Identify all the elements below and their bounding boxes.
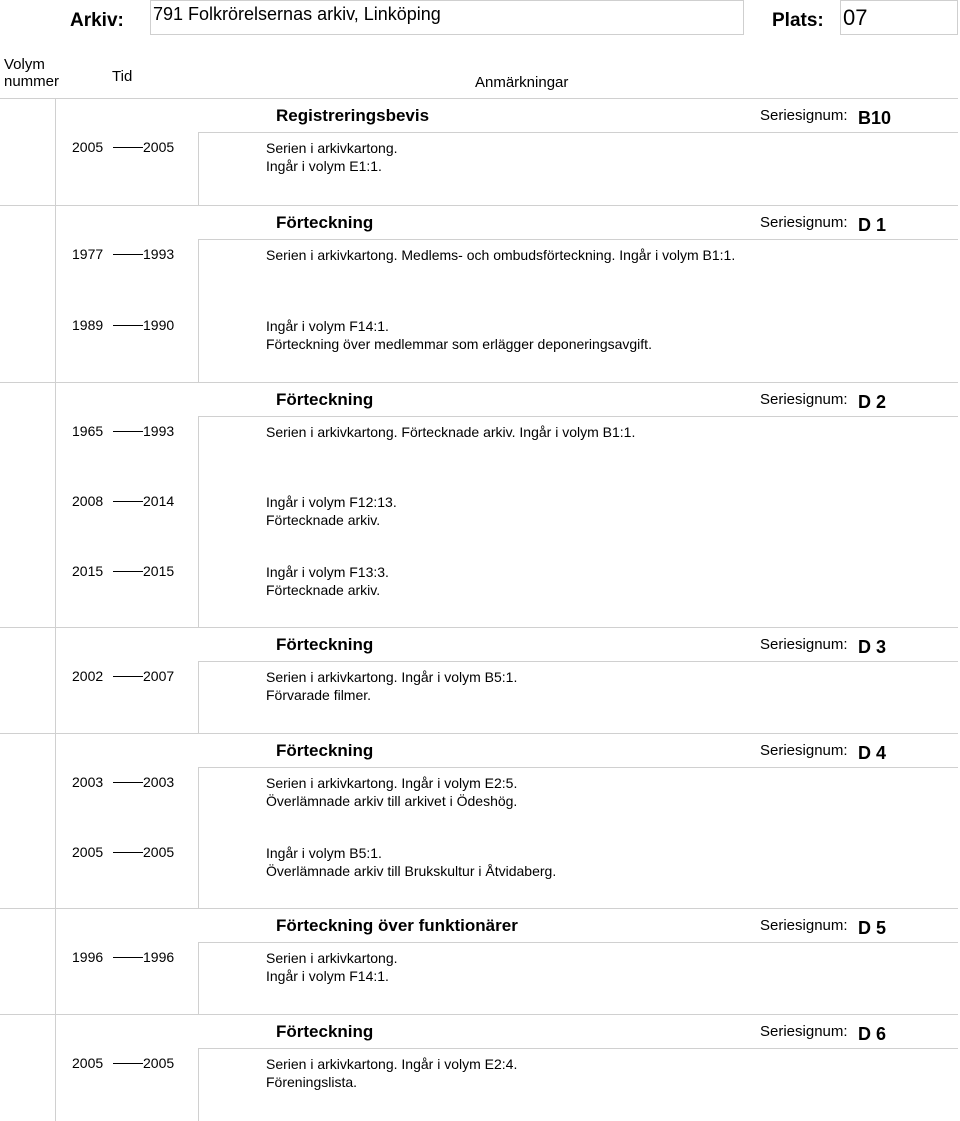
section-subdivider [198, 416, 958, 417]
entry-year-to: 2015 [143, 563, 175, 579]
seriesignum-label: Seriesignum: [760, 214, 848, 231]
volume-column-divider [55, 627, 56, 733]
entry-year-to: 1993 [143, 423, 175, 439]
section-subdivider [198, 239, 958, 240]
seriesignum-value: D 2 [858, 392, 887, 412]
volume-column-divider [55, 733, 56, 908]
section-title: Registreringsbevis [276, 106, 430, 125]
seriesignum-value: D 1 [858, 215, 887, 235]
arkiv-value: 791 Folkrörelsernas arkiv, Linköping [150, 0, 744, 35]
volume-column-divider [55, 98, 56, 205]
arkiv-label: Arkiv: [70, 10, 124, 31]
year-range-dash [113, 571, 143, 572]
time-column-divider [198, 417, 199, 627]
year-range-dash [113, 782, 143, 783]
column-header-anm: Anmärkningar [475, 74, 569, 91]
section-subdivider [198, 767, 958, 768]
seriesignum-label: Seriesignum: [760, 1023, 848, 1040]
entry-year-from: 2005 [72, 1055, 104, 1071]
section-divider [0, 908, 958, 909]
seriesignum-value: B10 [858, 108, 892, 128]
plats-value: 07 [840, 0, 958, 35]
seriesignum-value: D 5 [858, 918, 887, 938]
column-header-tid: Tid [112, 68, 133, 85]
entry-year-from: 2015 [72, 563, 104, 579]
entry-year-from: 1977 [72, 246, 104, 262]
volume-column-divider [55, 205, 56, 382]
year-range-dash [113, 1063, 143, 1064]
seriesignum-label: Seriesignum: [760, 917, 848, 934]
year-range-dash [113, 852, 143, 853]
year-range-dash [113, 325, 143, 326]
section-title: Förteckning över funktionärer [276, 916, 518, 935]
year-range-dash [113, 501, 143, 502]
entry-description: Ingår i volym B5:1. Överlämnade arkiv till Brukskultur i Åtvidaberg. [266, 845, 557, 879]
plats-label: Plats: [772, 10, 824, 31]
entry-year-from: 1965 [72, 423, 104, 439]
time-column-divider [198, 1049, 199, 1121]
section-divider [0, 733, 958, 734]
seriesignum-label: Seriesignum: [760, 636, 848, 653]
entry-description: Ingår i volym F12:13. Förtecknade arkiv. [266, 494, 397, 528]
section-title: Förteckning [276, 213, 374, 232]
entry-year-to: 1990 [143, 317, 175, 333]
time-column-divider [198, 943, 199, 1014]
entry-year-to: 2007 [143, 668, 175, 684]
section-subdivider [198, 942, 958, 943]
seriesignum-label: Seriesignum: [760, 107, 848, 124]
entry-description: Serien i arkivkartong. Förtecknade arkiv. Ingår i volym B1:1. [266, 424, 636, 440]
entry-description: Serien i arkivkartong. Ingår i volym E2:4. Föreningslista. [266, 1056, 518, 1090]
entry-description: Ingår i volym F13:3. Förtecknade arkiv. [266, 564, 389, 598]
seriesignum-value: D 6 [858, 1024, 887, 1044]
time-column-divider [198, 133, 199, 205]
entry-description: Serien i arkivkartong. Ingår i volym E2:5. Överlämnade arkiv till arkivet i Ödeshög. [266, 775, 518, 809]
volume-column-divider [55, 382, 56, 627]
entry-year-from: 2003 [72, 774, 104, 790]
time-column-divider [198, 768, 199, 908]
section-title: Förteckning [276, 635, 374, 654]
entry-year-from: 2002 [72, 668, 104, 684]
entry-year-to: 2005 [143, 844, 175, 860]
entry-year-from: 1996 [72, 949, 104, 965]
entry-year-to: 2014 [143, 493, 175, 509]
section-title: Förteckning [276, 741, 374, 760]
section-divider [0, 627, 958, 628]
year-range-dash [113, 431, 143, 432]
section-divider [0, 1014, 958, 1015]
volume-column-divider [55, 1014, 56, 1121]
entry-year-from: 1989 [72, 317, 104, 333]
year-range-dash [113, 147, 143, 148]
time-column-divider [198, 662, 199, 733]
entry-year-to: 1993 [143, 246, 175, 262]
entry-year-from: 2005 [72, 139, 104, 155]
section-title: Förteckning [276, 1022, 374, 1041]
entry-description: Serien i arkivkartong. Ingår i volym B5:1. Förvarade filmer. [266, 669, 518, 703]
seriesignum-value: D 3 [858, 637, 887, 657]
entry-year-from: 2005 [72, 844, 104, 860]
year-range-dash [113, 676, 143, 677]
section-divider [0, 382, 958, 383]
column-header-volym: Volym nummer [4, 56, 60, 90]
section-divider [0, 205, 958, 206]
section-subdivider [198, 661, 958, 662]
volume-column-divider [55, 908, 56, 1014]
entry-description: Ingår i volym F14:1. Förteckning över medlemmar som erlägger deponeringsavgift. [266, 318, 652, 352]
entry-year-to: 1996 [143, 949, 175, 965]
seriesignum-label: Seriesignum: [760, 742, 848, 759]
entry-year-to: 2005 [143, 1055, 175, 1071]
section-divider [0, 98, 958, 99]
year-range-dash [113, 957, 143, 958]
entry-description: Serien i arkivkartong. Medlems- och ombudsförteckning. Ingår i volym B1:1. [266, 247, 736, 263]
section-subdivider [198, 1048, 958, 1049]
entry-description: Serien i arkivkartong. Ingår i volym E1:1. [266, 140, 398, 174]
entry-year-to: 2003 [143, 774, 175, 790]
seriesignum-value: D 4 [858, 743, 887, 763]
year-range-dash [113, 254, 143, 255]
section-subdivider [198, 132, 958, 133]
entry-year-to: 2005 [143, 139, 175, 155]
entry-year-from: 2008 [72, 493, 104, 509]
seriesignum-label: Seriesignum: [760, 391, 848, 408]
entry-description: Serien i arkivkartong. Ingår i volym F14:1. [266, 950, 398, 984]
time-column-divider [198, 240, 199, 382]
section-title: Förteckning [276, 390, 374, 409]
